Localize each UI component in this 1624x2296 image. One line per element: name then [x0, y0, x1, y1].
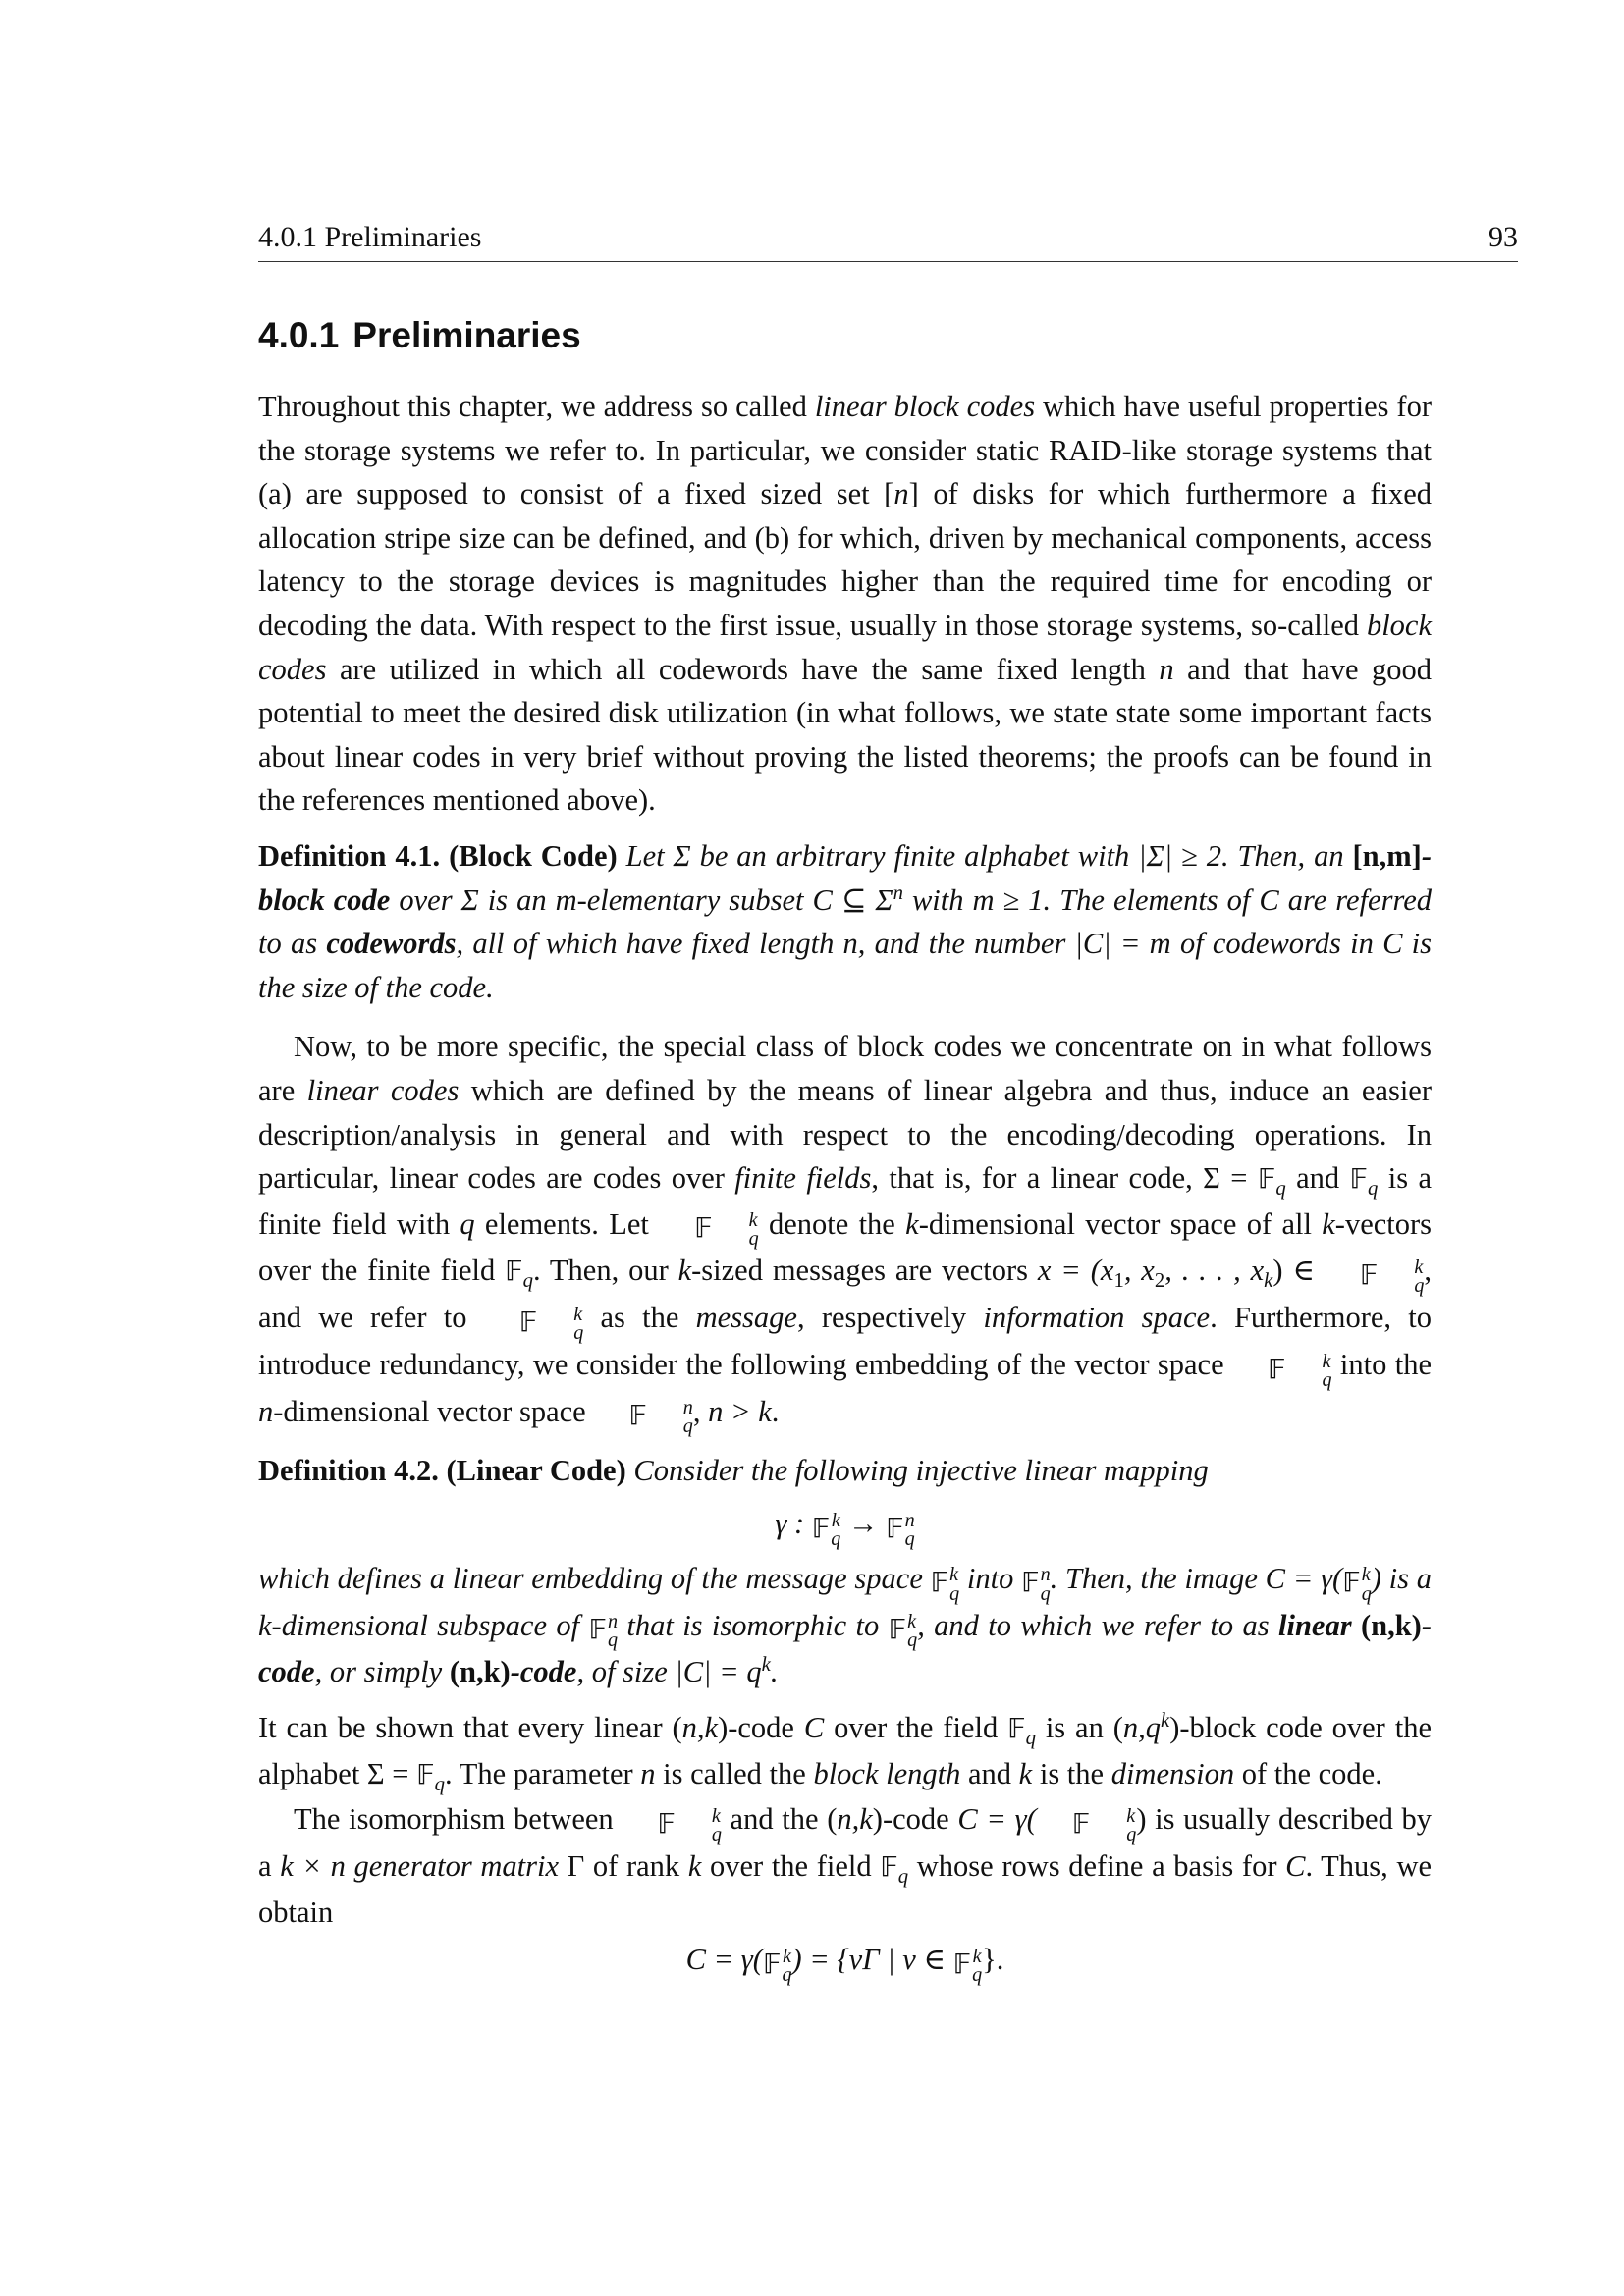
superscript: k [831, 1509, 840, 1531]
subscript: q [607, 1629, 618, 1652]
math-var: k [1018, 1756, 1033, 1790]
math-var: k [687, 1848, 702, 1883]
sup-sub-stack [831, 1509, 841, 1550]
text-run: over the field [824, 1711, 1008, 1744]
text-run: . The parameter [445, 1756, 641, 1790]
subscript: q [1126, 1823, 1137, 1845]
definition-continuation [258, 1557, 1432, 1694]
text-run: }. [982, 1943, 1004, 1977]
math-var: n,q [1122, 1711, 1162, 1744]
superscript: n [1040, 1564, 1051, 1586]
math-var: n > k [708, 1394, 772, 1428]
subscript: q [897, 1866, 909, 1889]
math-var: C = γ( [685, 1943, 763, 1977]
text-run: ) ∈ [1272, 1254, 1325, 1288]
text-run: -dimensional vector space [273, 1394, 594, 1428]
math-Fqk [1342, 1566, 1372, 1603]
text-run: that is isomorphic to [618, 1608, 889, 1642]
text-run: is called the [655, 1756, 814, 1790]
text-run: is an ( [1035, 1711, 1123, 1744]
blackboard-F: 𝔽 [1007, 1714, 1026, 1744]
text-run: and that have good potential to meet the desired disk utilization (in what follows, we state state some important facts about linear codes in very brief without proving the listed theorems; the proofs can be found in the references mentioned above). [258, 652, 1432, 818]
text-run: Throughout this chapter, we address so called [258, 390, 815, 423]
text-run: into the [1331, 1347, 1432, 1381]
definition-block-code [258, 834, 1432, 1009]
subscript: q [1361, 1582, 1372, 1605]
superscript: k [573, 1303, 583, 1325]
text-run: -dimensional vector space of all [918, 1206, 1323, 1241]
superscript: k [1414, 1256, 1424, 1278]
text-run: , and we refer to [258, 1254, 1432, 1335]
text-run: which have useful properties for the storage systems we refer to. In particular, we consider static RAID-like storage systems that (a) are supposed to consist of a fixed sized set [ [258, 390, 1432, 511]
math-Fqk [811, 1509, 841, 1550]
math-bold: (n,k) [449, 1655, 511, 1689]
sup-sub-stack [907, 1613, 917, 1650]
math-var: ) = {vΓ | v ∈ [791, 1943, 953, 1977]
emphasis: linear codes [306, 1073, 460, 1107]
math-Fq [416, 1757, 445, 1795]
math-var: k [677, 1254, 692, 1288]
text-run: , or simply [314, 1655, 450, 1689]
math-Fqn [1021, 1566, 1051, 1603]
text-run: with m ≥ 1. The elements of C are referred to as [258, 882, 1432, 961]
text-run: are utilized in which all codewords have the same fixed length [326, 652, 1160, 686]
blackboard-F: 𝔽 [952, 1949, 972, 1980]
text-run: over the field [701, 1848, 881, 1883]
subscript: q [782, 1963, 792, 1986]
math-var: , . . . , x [1164, 1254, 1265, 1288]
sup-sub-stack [1362, 1566, 1372, 1603]
blackboard-F: 𝔽 [1349, 1164, 1368, 1196]
superscript: n [607, 1611, 618, 1633]
text-run: . Furthermore, to introduce redundancy, we consider the following embedding of the vector space [258, 1301, 1432, 1381]
text-run: into [959, 1561, 1022, 1595]
math-bold: [n,m] [1352, 838, 1422, 873]
text-run: , all of which have fixed length n, and the number |C| = m of codewords in C is the size of the code. [258, 927, 1433, 1004]
math-var: n [258, 1394, 274, 1428]
term-bold: -block code [258, 838, 1432, 917]
emphasis: finite fields [734, 1161, 872, 1196]
blackboard-F: 𝔽 [1359, 1260, 1379, 1292]
subscript: q [907, 1629, 918, 1652]
superscript: k [907, 1611, 917, 1633]
superscript: k [761, 1654, 771, 1677]
text-run: . Then, the image [1050, 1561, 1266, 1595]
subscript: k [1264, 1270, 1273, 1293]
blackboard-F: 𝔽 [1071, 1808, 1091, 1840]
text-run: . Thus, we obtain [258, 1848, 1433, 1929]
math-var: n,k [681, 1711, 719, 1744]
math-Fqn [593, 1399, 693, 1436]
blackboard-F: 𝔽 [930, 1568, 949, 1599]
superscript: k [711, 1804, 721, 1827]
term-bold: -code [258, 1608, 1432, 1689]
math-Fqk [931, 1566, 960, 1603]
superscript: k [972, 1945, 982, 1967]
text-run: and the ( [721, 1802, 838, 1837]
math-Fqk [484, 1303, 584, 1344]
subscript: q [573, 1321, 584, 1344]
subscript: q [682, 1415, 693, 1438]
math-Fq [505, 1254, 533, 1293]
blackboard-F: 𝔽 [657, 1808, 676, 1840]
text-run: , of size |C| = q [576, 1655, 762, 1689]
section-title-text: Preliminaries [352, 315, 581, 355]
blackboard-F: 𝔽 [762, 1949, 782, 1980]
subscript: q [904, 1527, 915, 1550]
math-Fqk [1325, 1258, 1425, 1296]
math-Fqk [889, 1613, 918, 1650]
blackboard-F: 𝔽 [880, 1851, 898, 1883]
text-run: )-code [872, 1802, 958, 1837]
math-Fqk [762, 1945, 792, 1986]
sup-sub-stack [1041, 1566, 1051, 1603]
blackboard-F: 𝔽 [1021, 1568, 1040, 1599]
running-head [258, 216, 1518, 262]
text-run: as the [583, 1301, 696, 1335]
emphasis: information space [983, 1301, 1211, 1335]
blackboard-F: 𝔽 [1268, 1354, 1286, 1385]
sup-sub-stack [608, 1613, 618, 1650]
math-var: x = (x [1037, 1254, 1114, 1288]
superscript: k [1322, 1350, 1331, 1372]
subscript: q [522, 1270, 533, 1293]
blackboard-F: 𝔽 [505, 1256, 523, 1288]
paragraph-generator-matrix [258, 1797, 1432, 1934]
definition-linear-code [258, 1449, 1432, 1493]
subscript: q [434, 1773, 445, 1795]
text-run: and [1285, 1161, 1350, 1196]
emphasis: dimension [1110, 1756, 1235, 1790]
text-run: , respectively [796, 1301, 984, 1335]
text-run: over Σ is an m-elementary subset C ⊆ Σ [390, 882, 893, 917]
subscript: 2 [1154, 1270, 1165, 1293]
blackboard-F: 𝔽 [588, 1615, 607, 1646]
text-run: , that is, for a linear code, Σ = [871, 1161, 1258, 1196]
definition-name: (Linear Code) [446, 1453, 626, 1487]
math-var: n,k [837, 1802, 873, 1837]
term-bold: codewords [326, 927, 457, 961]
sup-sub-stack [1091, 1804, 1137, 1845]
paragraph-linear-codes [258, 1025, 1432, 1436]
superscript: n [893, 881, 903, 904]
text-run: -sized messages are vectors [691, 1254, 1038, 1288]
subscript: q [748, 1228, 759, 1251]
subscript: q [949, 1582, 960, 1605]
text-run: elements. Let [474, 1206, 660, 1241]
definition-label: Definition 4.1. [258, 838, 441, 873]
section-title [258, 312, 581, 359]
section-number: 4.0.1 [258, 315, 340, 355]
subscript: q [1275, 1178, 1286, 1201]
text-run: ) is a k-dimensional subspace of [258, 1561, 1432, 1642]
blackboard-F: 𝔽 [888, 1615, 907, 1646]
subscript: q [1025, 1728, 1036, 1750]
text-run: . [771, 1394, 780, 1428]
subscript: q [1040, 1582, 1051, 1605]
sup-sub-stack [904, 1509, 915, 1550]
superscript: k [1361, 1564, 1371, 1586]
sup-sub-stack [1379, 1258, 1424, 1296]
emphasis: linear block codes [814, 390, 1036, 423]
math-bold: (n,k) [1351, 1608, 1422, 1642]
text-run: ) is usually described by a [258, 1802, 1432, 1883]
math-Fqk [1037, 1804, 1137, 1845]
math-Fqk [952, 1945, 983, 1986]
sup-sub-stack [782, 1945, 792, 1986]
sup-sub-stack [648, 1399, 693, 1436]
blackboard-F: 𝔽 [1342, 1568, 1361, 1599]
paragraph-intro [258, 385, 1432, 823]
term-bold: -code [510, 1655, 577, 1689]
math-Fq [1007, 1711, 1036, 1750]
math-var: q [460, 1206, 475, 1241]
superscript: k [748, 1209, 758, 1232]
text-run: Γ of rank [559, 1848, 688, 1883]
subscript: q [1367, 1178, 1379, 1201]
text-run: )-block code over the alphabet Σ = [258, 1711, 1432, 1790]
math-var: C = γ( [957, 1802, 1037, 1837]
equation-mapping [258, 1502, 1432, 1549]
subscript: q [831, 1527, 841, 1550]
superscript: k [1161, 1709, 1170, 1732]
math-Fqk [659, 1211, 759, 1249]
emphasis: block codes [258, 608, 1432, 686]
text-run: , and to which we refer to as [917, 1608, 1278, 1642]
sup-sub-stack [1286, 1350, 1332, 1391]
sup-sub-stack [972, 1945, 983, 1986]
paragraph-block-length [258, 1706, 1432, 1797]
definition-body: Consider the following injective linear mapping [633, 1453, 1209, 1487]
blackboard-F: 𝔽 [416, 1759, 435, 1790]
math-Fq [1257, 1161, 1286, 1201]
text-run: C = γ( [1265, 1561, 1343, 1595]
text-run: Now, to be more specific, the special class of block codes we concentrate on in what follows are [258, 1030, 1432, 1107]
math-Fq [1349, 1161, 1379, 1201]
blackboard-F: 𝔽 [1257, 1164, 1276, 1196]
math-Fq [880, 1849, 909, 1889]
subscript: q [1322, 1368, 1332, 1391]
text-run: , [692, 1394, 709, 1428]
text-run: . [770, 1655, 779, 1689]
math-var: , x [1123, 1254, 1155, 1288]
text-run: is a finite field with [258, 1161, 1432, 1241]
blackboard-F: 𝔽 [518, 1307, 538, 1338]
text-run: whose rows define a basis for [908, 1848, 1286, 1883]
sup-sub-stack [714, 1211, 759, 1249]
arrow: → [840, 1507, 887, 1541]
math-var: k [905, 1206, 919, 1241]
math-var: n [893, 477, 909, 511]
text-run: which are defined by the means of linear algebra and thus, induce an easier description/analysis in general and with respect to the encoding/decoding operations. In particular, linear codes are codes over [258, 1073, 1432, 1196]
running-head-title: 4.0.1 Preliminaries [258, 221, 482, 253]
emphasis: message [695, 1301, 797, 1335]
text-run: and [960, 1756, 1019, 1790]
math-Fqn [886, 1509, 915, 1550]
blackboard-F: 𝔽 [886, 1513, 904, 1544]
text-run: ] of disks for which furthermore a fixed allocation stripe size can be defined, and (b) for which, driven by mechanical components, access latency to the storage devices is magnitudes higher than the required time for encoding or decoding the data. With respect to the first issue, usually in those storage systems, so-called [258, 477, 1433, 642]
text-run: which defines a linear embedding of the message space [258, 1561, 931, 1595]
math-Fqk [622, 1804, 722, 1845]
math-Fqk [1232, 1350, 1332, 1391]
text-run: of the code. [1234, 1756, 1382, 1790]
math-vector-x [1037, 1254, 1425, 1298]
blackboard-F: 𝔽 [628, 1401, 647, 1432]
blackboard-F: 𝔽 [694, 1213, 713, 1245]
term-bold: linear [1278, 1608, 1352, 1642]
blackboard-F: 𝔽 [811, 1513, 831, 1544]
sup-sub-stack [538, 1303, 584, 1344]
text-run: The isomorphism between [294, 1802, 623, 1837]
equation-code-definition [258, 1938, 1432, 1985]
emphasis: block length [813, 1756, 961, 1790]
superscript: n [904, 1509, 915, 1531]
subscript: q [1414, 1275, 1425, 1298]
superscript: k [949, 1564, 959, 1586]
superscript: k [1126, 1804, 1136, 1827]
subscript: 1 [1113, 1270, 1124, 1293]
math-Fqn [588, 1613, 618, 1650]
text-run: It can be shown that every linear ( [258, 1711, 682, 1744]
math-var: C [1285, 1848, 1306, 1883]
superscript: n [682, 1397, 693, 1419]
page-body [258, 385, 1432, 1985]
page-number: 93 [1489, 221, 1518, 253]
text-run: )-code [718, 1711, 804, 1744]
definition-name: (Block Code) [449, 838, 618, 873]
text-run: Let Σ be an arbitrary finite alphabet with |Σ| ≥ 2. Then, an [625, 838, 1353, 873]
math-var: n [1159, 652, 1174, 686]
sup-sub-stack [677, 1804, 722, 1845]
math-var: C [803, 1711, 825, 1744]
subscript: q [972, 1963, 983, 1986]
text-run: . Then, our [533, 1254, 678, 1288]
math-var: γ : [775, 1507, 812, 1541]
text-run: denote the [758, 1206, 906, 1241]
math-var: k [1322, 1206, 1335, 1241]
subscript: q [711, 1823, 722, 1845]
text-run: -vectors over the finite field [258, 1206, 1433, 1288]
emphasis: k × n generator matrix [280, 1848, 560, 1883]
superscript: k [783, 1945, 791, 1967]
text-run: is the [1032, 1756, 1111, 1790]
sup-sub-stack [949, 1566, 959, 1603]
definition-label: Definition 4.2. [258, 1453, 439, 1487]
math-var: n [640, 1756, 656, 1790]
